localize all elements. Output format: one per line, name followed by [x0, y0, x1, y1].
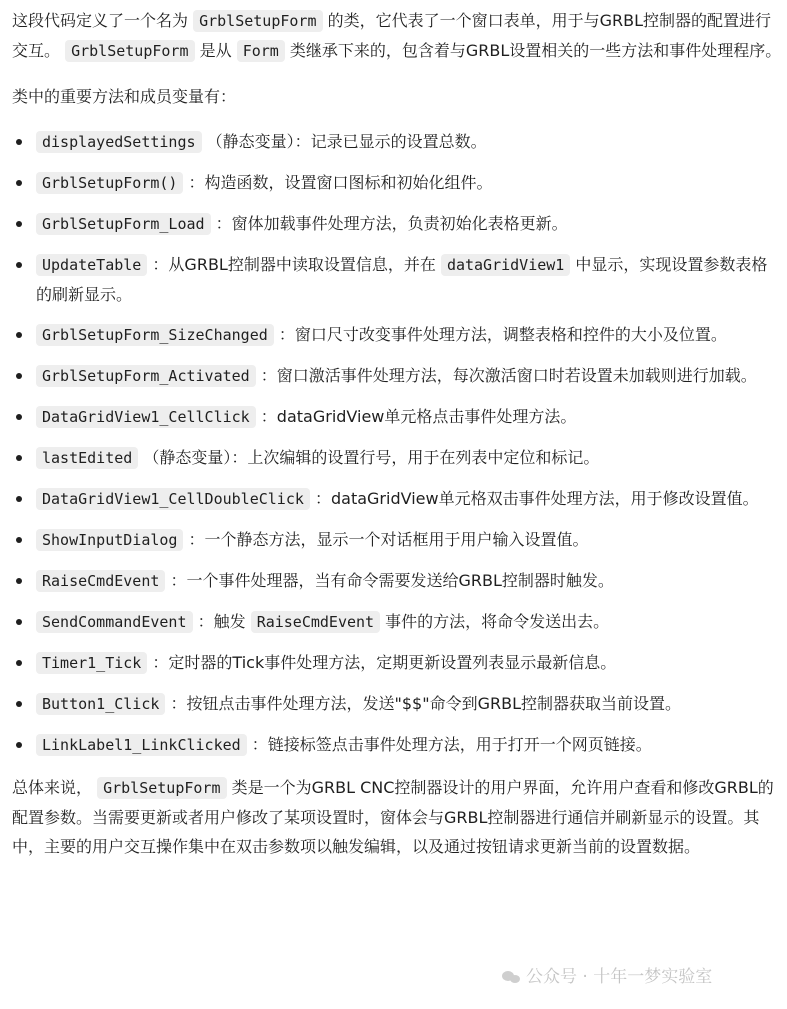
list-item — [12, 320, 782, 350]
member-desc: ：窗口激活事件处理方法，每次激活窗口时若设置未加载则进行加载。 — [255, 366, 757, 385]
intro-text-4: 类继承下来的，包含着与GRBL设置相关的一些方法和事件处理程序。 — [284, 41, 782, 60]
member-code: GrblSetupForm() — [36, 172, 183, 194]
member-desc: ：dataGridView单元格点击事件处理方法。 — [255, 407, 577, 426]
member-code: LinkLabel1_LinkClicked — [36, 734, 247, 756]
list-item — [12, 168, 782, 198]
member-desc-2: 中显示，实现设置参数表格的刷新显示。 — [36, 255, 768, 304]
member-desc: ：从GRBL控制器中读取设置信息，并在 — [147, 255, 441, 274]
list-item — [12, 689, 782, 719]
member-code: UpdateTable — [36, 254, 147, 276]
member-code: GrblSetupForm_SizeChanged — [36, 324, 274, 346]
member-desc: ：窗体加载事件处理方法，负责初始化表格更新。 — [210, 214, 568, 233]
list-item — [12, 127, 782, 157]
list-item — [12, 209, 782, 239]
intro-text-1: 这段代码定义了一个名为 — [12, 11, 194, 30]
intro-text-2: 的类，它代表了一个窗口表单，用于与GRBL控制器的配置进行交互。 — [12, 11, 771, 60]
watermark — [502, 966, 712, 988]
list-item — [12, 361, 782, 391]
member-desc: ：链接标签点击事件处理方法，用于打开一个网页链接。 — [246, 735, 652, 754]
member-desc: ：构造函数，设置窗口图标和初始化组件。 — [183, 173, 493, 192]
list-item — [12, 730, 782, 760]
member-code: DataGridView1_CellDoubleClick — [36, 488, 310, 510]
summary-text-2: 类是一个为GRBL CNC控制器设计的用户界面，允许用户查看和修改GRBL的配置参数。当需要更新或者用户修改了某项设置时，窗体会与GRBL控制器进行通信并刷新显示的设置。其中，主要的用户交互操作集中在双击参数项以触发编辑，以及通过按钮请求更新当前的设置数据。 — [12, 778, 774, 856]
inline-code-class: GrblSetupForm — [193, 10, 322, 32]
summary-paragraph — [12, 773, 782, 861]
member-code: DataGridView1_CellClick — [36, 406, 256, 428]
member-list — [12, 127, 782, 760]
member-desc: ：一个事件处理器，当有命令需要发送给GRBL控制器时触发。 — [165, 571, 614, 590]
list-item — [12, 648, 782, 678]
wechat-icon — [502, 969, 520, 985]
intro-text-3: 是从 — [194, 41, 237, 60]
document-body — [12, 6, 782, 861]
member-desc: （静态变量）：上次编辑的设置行号，用于在列表中定位和标记。 — [138, 448, 600, 467]
intro-paragraph — [12, 6, 782, 66]
member-code: SendCommandEvent — [36, 611, 193, 633]
member-code: GrblSetupForm_Activated — [36, 365, 256, 387]
summary-text-1: 总体来说， — [12, 778, 98, 797]
member-code: GrblSetupForm_Load — [36, 213, 211, 235]
list-item — [12, 402, 782, 432]
member-desc: （静态变量）：记录已显示的设置总数。 — [201, 132, 487, 151]
inline-code-class-2: GrblSetupForm — [65, 40, 194, 62]
member-desc: ：触发 — [192, 612, 251, 631]
subheading: 类中的重要方法和成员变量有： — [12, 87, 237, 106]
member-code: lastEdited — [36, 447, 138, 469]
member-desc: ：定时器的Tick事件处理方法，定期更新设置列表显示最新信息。 — [147, 653, 617, 672]
inline-code-class-3: GrblSetupForm — [97, 777, 226, 799]
member-code: Timer1_Tick — [36, 652, 147, 674]
member-code: Button1_Click — [36, 693, 165, 715]
list-item — [12, 484, 782, 514]
watermark-text: 公众号 · 十年一梦实验室 — [526, 967, 713, 987]
member-code: displayedSettings — [36, 131, 202, 153]
member-code-inline: dataGridView1 — [441, 254, 570, 276]
member-code: ShowInputDialog — [36, 529, 183, 551]
list-item — [12, 250, 782, 309]
member-desc-2: 事件的方法，将命令发送出去。 — [380, 612, 610, 631]
inline-code-base-class: Form — [237, 40, 285, 62]
list-item — [12, 566, 782, 596]
list-item — [12, 525, 782, 555]
member-desc: ：一个静态方法，显示一个对话框用于用户输入设置值。 — [183, 530, 589, 549]
member-code-inline: RaiseCmdEvent — [251, 611, 380, 633]
list-item — [12, 443, 782, 473]
list-item — [12, 607, 782, 637]
member-desc: ：dataGridView单元格双击事件处理方法，用于修改设置值。 — [309, 489, 759, 508]
member-code: RaiseCmdEvent — [36, 570, 165, 592]
member-desc: ：窗口尺寸改变事件处理方法，调整表格和控件的大小及位置。 — [273, 325, 727, 344]
member-desc: ：按钮点击事件处理方法，发送"$$"命令到GRBL控制器获取当前设置。 — [165, 694, 681, 713]
